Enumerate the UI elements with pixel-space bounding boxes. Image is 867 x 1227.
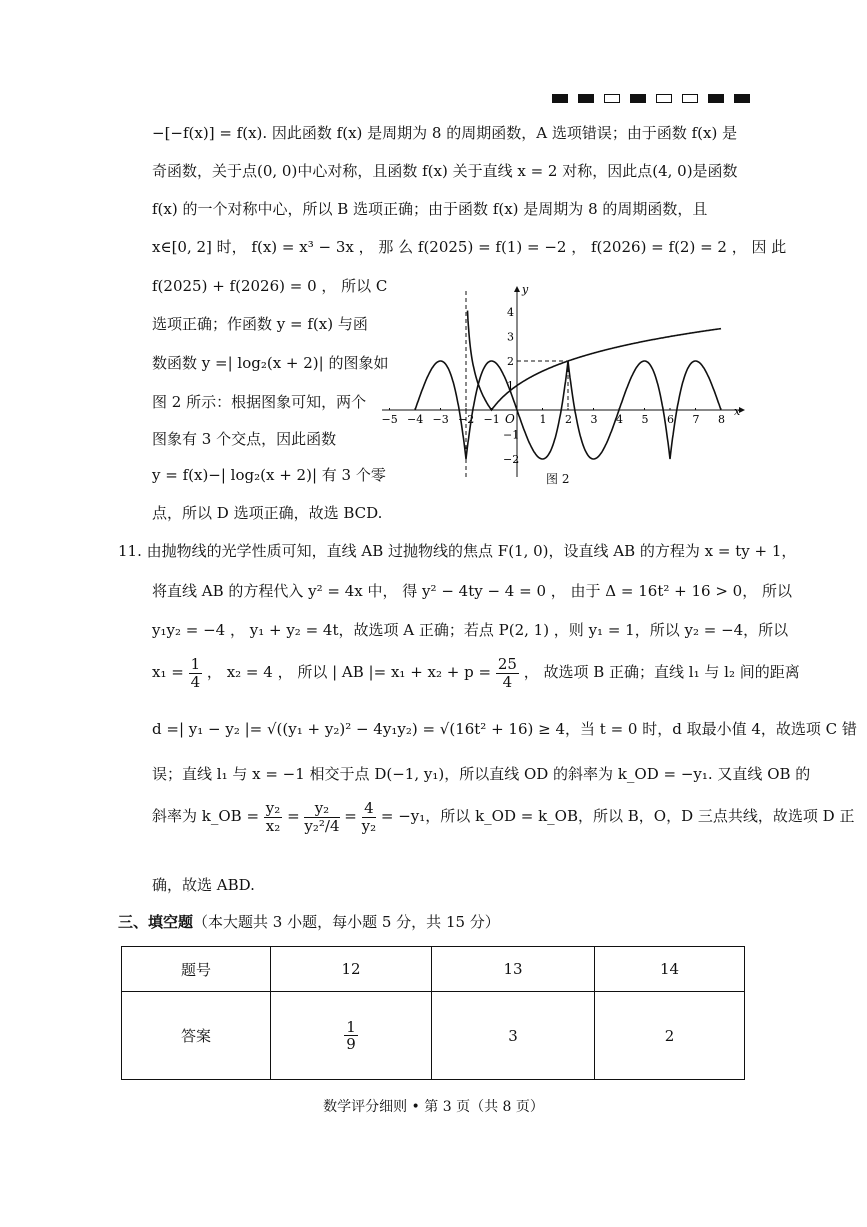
figure-caption: 图 2 (546, 472, 570, 486)
q11-line-2: 将直线 AB 的方程代入 y² = 4x 中， 得 y² − 4ty − 4 = 0 ， 由于 Δ = 16t² + 16 > 0， 所以 (152, 582, 792, 600)
y-tick-label: −2 (503, 453, 520, 466)
header-mark (656, 94, 672, 103)
x-tick-label: 4 (616, 413, 623, 426)
q10-line-6: 选项正确；作函数 y = f(x) 与函 (152, 315, 368, 333)
q10-line-2: 奇函数，关于点(0, 0)中心对称，且函数 f(x) 关于直线 x = 2 对称，因此点(4, 0)是函数 (152, 162, 738, 180)
answer-table (121, 946, 745, 1080)
q11-line-5: d =| y₁ − y₂ |= √((y₁ + y₂)² − 4y₁y₂) = √(16t² + 16) ≥ 4，当 t = 0 时，d 取最小值 4，故选项 C 错 (152, 720, 857, 738)
y-tick-label: 2 (507, 355, 514, 368)
origin-label: O (505, 412, 515, 426)
q11-line-6: 误；直线 l₁ 与 x = −1 相交于点 D(−1, y₁)，所以直线 OD 的斜率为 k_OD = −y₁. 又直线 OB 的 (152, 765, 811, 783)
q11-line-8: 确，故选 ABD. (152, 876, 255, 894)
header-marks (552, 94, 750, 103)
header-mark (552, 94, 568, 103)
header-mark (734, 94, 750, 103)
x-tick-label: −5 (381, 413, 398, 426)
q10-line-7: 数函数 y =| log₂(x + 2)| 的图象如 (152, 354, 389, 372)
x-tick-label: −2 (458, 413, 475, 426)
y-tick-label: 3 (507, 330, 514, 344)
x-tick-label: 8 (718, 413, 725, 426)
q11-line-4: x₁ = $\frac{1}{4}$ ， x₂ = 4 ， 所以 | AB |= x₁ + x₂ + p = $\frac{25}{4}$ ， 故选项 B 正确；直线 l₁ 与 l₂ 间的距离 (152, 655, 800, 691)
header-mark (578, 94, 594, 103)
table-row: 答案 $\frac{1}{9}$ 3 2 (122, 992, 745, 1080)
y-tick-label: 1 (507, 379, 514, 393)
x-tick-label: −3 (432, 413, 449, 426)
x-tick-label: 3 (590, 413, 598, 426)
q10-line-4: x∈[0, 2] 时， f(x) = x³ − 3x ， 那 么 f(2025) = f(1) = −2 ， f(2026) = f(2) = 2 ， 因 此 (152, 238, 787, 256)
x-tick-label: 2 (565, 413, 572, 426)
x-tick-label: 6 (667, 413, 674, 426)
q10-line-9: 图象有 3 个交点，因此函数 (152, 430, 337, 448)
header-mark (682, 94, 698, 103)
function-graph-figure (378, 285, 750, 485)
q11-line-3: y₁y₂ = −4 ， y₁ + y₂ = 4t，故选项 A 正确；若点 P(2, 1) ，则 y₁ = 1，所以 y₂ = −4，所以 (152, 621, 789, 639)
y-axis-label: y (522, 285, 529, 296)
y-tick-label: 4 (507, 306, 514, 319)
header-mark (630, 94, 646, 103)
x-axis-label: x (734, 405, 741, 418)
q10-line-8: 图 2 所示：根据图象可知，两个 (152, 393, 367, 411)
q10-line-3: f(x) 的一个对称中心，所以 B 选项正确；由于函数 f(x) 是周期为 8 的周期函数，且 (152, 200, 708, 218)
page-footer: 数学评分细则 • 第 3 页（共 8 页） (323, 1099, 544, 1115)
x-tick-label: 7 (692, 413, 700, 426)
y-tick-label: −1 (503, 428, 520, 442)
q11-line-1: 11. 由抛物线的光学性质可知，直线 AB 过抛物线的焦点 F(1, 0)，设直线 AB 的方程为 x = ty + 1， (118, 542, 797, 560)
q10-line-5: f(2025) + f(2026) = 0 ， 所以 C (152, 277, 388, 295)
x-tick-label: 1 (539, 413, 547, 426)
q10-line-11: 点，所以 D 选项正确，故选 BCD. (152, 504, 383, 522)
q10-line-10: y = f(x)−| log₂(x + 2)| 有 3 个零 (152, 466, 386, 484)
table-row: 题号 12 13 14 (122, 947, 745, 992)
fraction-25-quarters: $\frac{25}{4}$ (497, 655, 517, 691)
q10-line-1: −[−f(x)] = f(x). 因此函数 f(x) 是周期为 8 的周期函数，A 选项错误；由于函数 f(x) 是 (152, 124, 738, 142)
q11-line-7: 斜率为 k_OB = $\frac{\text{y₂}}{\text{x₂}}$ = $\frac{\text{y₂}}{\text{y₂²/4}}$ = $\frac{4}{\text{y₂}}$ = −y₁，所以 k_OD = k_OB，所以 B，O，D 三点共线，故选项 D 正 (152, 799, 855, 835)
x-tick-label: −4 (407, 413, 424, 426)
fraction-one-quarter: $\frac{1}{4}$ (190, 655, 201, 691)
section-3-title: 三、填空题（本大题共 3 小题，每小题 5 分，共 15 分） (118, 913, 500, 931)
x-tick-label: −1 (483, 413, 500, 426)
header-mark (708, 94, 724, 103)
x-tick-label: 5 (641, 413, 649, 426)
header-mark (604, 94, 620, 103)
curve-abs-log (468, 311, 722, 410)
